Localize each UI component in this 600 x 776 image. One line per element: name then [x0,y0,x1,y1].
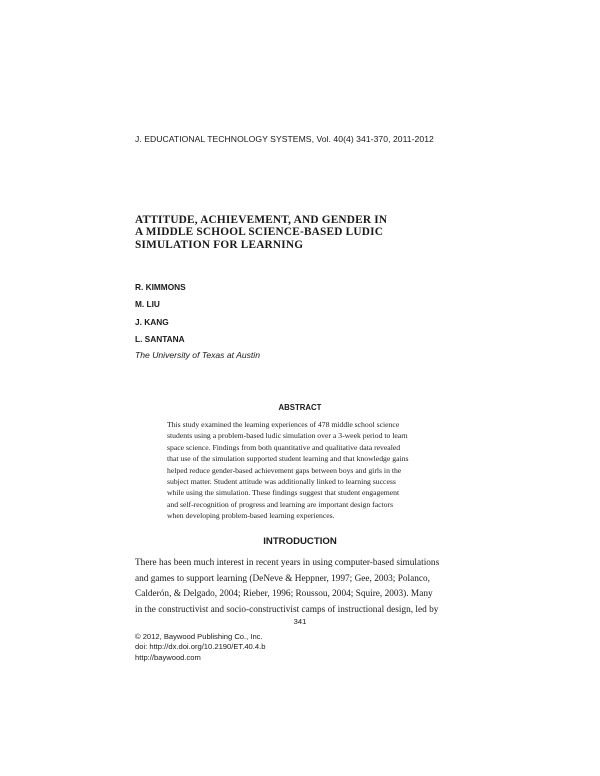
author-name: L. SANTANA [135,334,185,344]
title-line: ATTITUDE, ACHIEVEMENT, AND GENDER IN [135,214,388,226]
author-name: R. KIMMONS [135,282,186,292]
introduction-body [135,556,465,618]
footer [135,632,265,663]
abstract-line: and self-recognition of progress and learning are important design factors [167,499,394,509]
publisher-url[interactable]: http://baywood.com [135,652,201,662]
abstract-line: while using the simulation. These findings suggest that student engagement [167,488,400,498]
abstract-line: helped reduce gender-based achievement gaps between boys and girls in the [167,465,402,475]
abstract-body [167,419,435,522]
introduction-line: and games to support learning (DeNeve & Heppner, 1997; Gee, 2003; Polanco, [135,573,430,584]
introduction-heading: INTRODUCTION [263,536,337,547]
article-title [135,214,465,251]
author-affiliation: The University of Texas at Austin [135,350,260,360]
copyright-notice: © 2012, Baywood Publishing Co., Inc. [135,632,263,641]
journal-citation: J. EDUCATIONAL TECHNOLOGY SYSTEMS, Vol. 40(4) 341-370, 2011-2012 [135,134,434,144]
abstract-line: that use of the simulation supported student learning and that knowledge gains [167,454,409,464]
introduction-line: Calderón, & Delgado, 2004; Rieber, 1996; Roussou, 2004; Squire, 2003). Many [135,589,433,599]
doi-link[interactable]: doi: http://dx.doi.org/10.2190/ET.40.4.b [135,642,266,652]
abstract-line: This study examined the learning experiences of 478 middle school science [167,420,400,429]
abstract-heading: ABSTRACT [278,403,322,412]
abstract-line: subject matter. Student attitude was additionally linked to learning success [167,477,396,487]
title-line: SIMULATION FOR LEARNING [135,238,304,251]
author-name: J. KANG [135,317,169,327]
title-line: A MIDDLE SCHOOL SCIENCE-BASED LUDIC [135,226,384,239]
introduction-line: in the constructivist and socio-constructivist camps of instructional design, led by [135,604,439,615]
abstract-line: students using a problem-based ludic simulation over a 3-week period to learn [167,431,408,441]
page-number: 341 [293,617,307,626]
author-name: M. LIU [135,299,160,309]
abstract-line: when developing problem-based learning experiences. [167,511,335,521]
introduction-line: There has been much interest in recent years in using computer-based simulations [135,558,440,568]
abstract-line: space science. Findings from both quantitative and qualitative data revealed [167,442,401,452]
